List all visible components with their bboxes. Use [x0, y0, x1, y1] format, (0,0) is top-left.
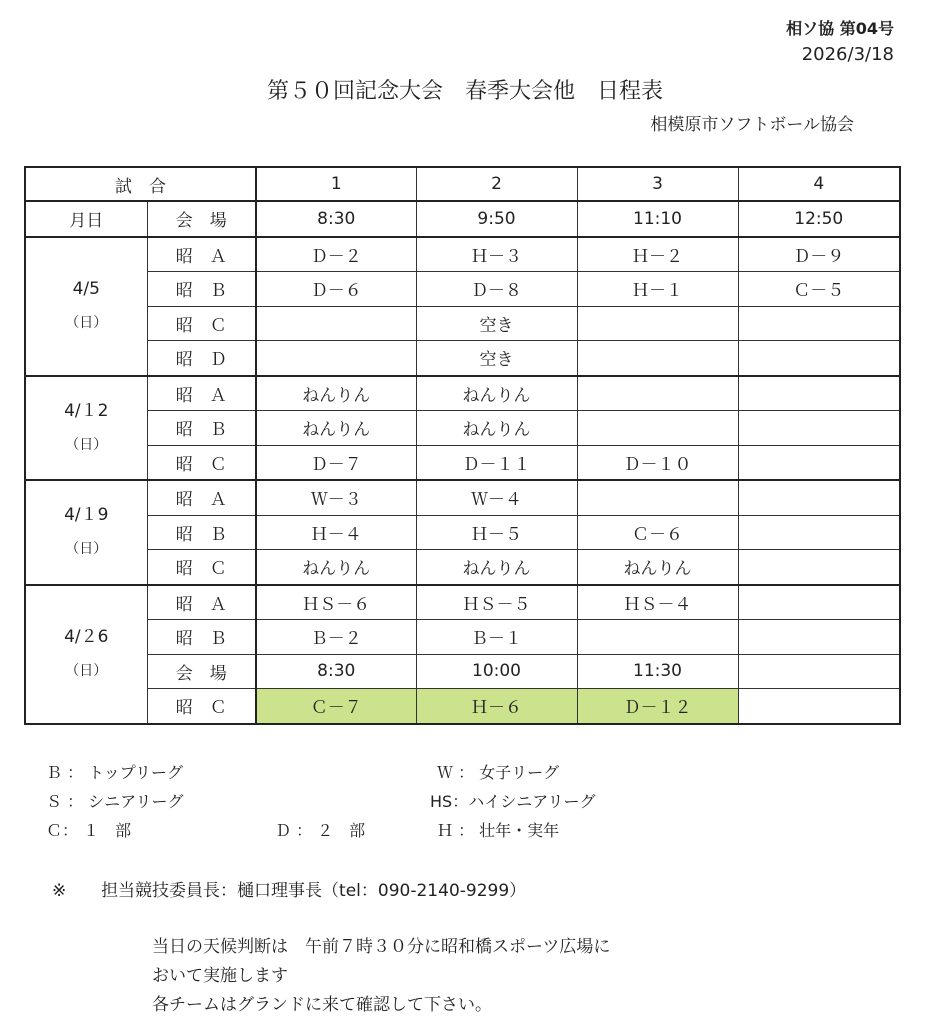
- venue-label: 会 場: [147, 201, 256, 237]
- start-time: 11:30: [577, 654, 738, 689]
- game-cell: [738, 585, 900, 620]
- game-cell: Ｗ－４: [416, 480, 577, 515]
- venue-cell: 昭 Ｃ: [147, 306, 256, 341]
- highlighted-game-cell: Ｄ－１２: [577, 689, 738, 724]
- venue-cell: 昭 Ｂ: [147, 411, 256, 446]
- day-date: 4/１2: [64, 400, 109, 421]
- game-cell: ねんりん: [416, 550, 577, 585]
- venue-cell: 昭 Ｄ: [147, 341, 256, 376]
- start-time: 8:30: [256, 654, 416, 689]
- game-cell: [738, 411, 900, 446]
- match-label: 試 合: [25, 167, 256, 201]
- game-cell: [577, 306, 738, 341]
- weather-notice-line2: おいて実施します: [152, 966, 288, 986]
- game-cell: ねんりん: [577, 550, 738, 585]
- time-row: [25, 201, 900, 237]
- day-date-cell: [25, 585, 147, 724]
- legend-b: Ｂ ： トップリーグ: [46, 763, 184, 782]
- game-cell: [738, 480, 900, 515]
- table-row: [25, 689, 900, 724]
- legend-d: Ｄ ： ２ 部: [275, 821, 366, 840]
- game-cell: Ｃ－５: [738, 272, 900, 307]
- date-label: 月日: [25, 201, 147, 237]
- game-cell: ＨＳ－４: [577, 585, 738, 620]
- day-date: 4/２6: [64, 627, 109, 647]
- venue-cell: 昭 Ｂ: [147, 272, 256, 307]
- start-time: 8:30: [256, 201, 416, 237]
- game-cell: Ｈ－１: [577, 272, 738, 307]
- start-time: [738, 654, 900, 689]
- day-of-week: （日）: [65, 315, 108, 331]
- game-cell: [256, 341, 416, 376]
- game-cell: 空き: [416, 306, 577, 341]
- document-date: 2026/3/18: [801, 44, 894, 65]
- game-cell: Ｂ－１: [416, 620, 577, 655]
- note-text: 担当競技委員長：樋口理事長（tel：090-2140-9299）: [101, 881, 527, 901]
- day-date: 4/１9: [64, 505, 109, 526]
- legend-s: Ｓ ： シニアリーグ: [46, 792, 184, 811]
- game-cell: [577, 480, 738, 515]
- start-time: 10:00: [416, 654, 577, 689]
- schedule-table: [24, 166, 901, 725]
- game-cell: ねんりん: [256, 550, 416, 585]
- venue-cell: 昭 Ｃ: [147, 689, 256, 724]
- venue-cell: 昭 Ｃ: [147, 445, 256, 480]
- game-cell: [738, 306, 900, 341]
- table-row: [25, 306, 900, 341]
- game-cell: [256, 306, 416, 341]
- venue-cell: 昭 Ｃ: [147, 550, 256, 585]
- game-cell: Ｈ－５: [416, 515, 577, 550]
- table-row: [25, 445, 900, 480]
- game-cell: [738, 620, 900, 655]
- start-time: 12:50: [738, 201, 900, 237]
- venue-label: 会 場: [147, 654, 256, 689]
- game-cell: Ｄ－２: [256, 237, 416, 272]
- venue-cell: 昭 Ｂ: [147, 620, 256, 655]
- match-number-row: [25, 167, 900, 201]
- day-date-cell: [25, 376, 147, 481]
- game-cell: Ｈ－３: [416, 237, 577, 272]
- note-mark: ※: [52, 881, 67, 901]
- table-row: [25, 550, 900, 585]
- table-row: [25, 237, 900, 272]
- venue-cell: 昭 Ａ: [147, 480, 256, 515]
- table-row: [25, 272, 900, 307]
- match-number: 2: [416, 167, 577, 201]
- match-number: 1: [256, 167, 416, 201]
- day-date-cell: [25, 480, 147, 585]
- day-date-cell: [25, 237, 147, 376]
- game-cell: [577, 620, 738, 655]
- table-row: [25, 515, 900, 550]
- venue-cell: 昭 Ａ: [147, 376, 256, 411]
- match-number: 4: [738, 167, 900, 201]
- weather-notice-line1: 当日の天候判断は 午前７時３０分に昭和橋スポーツ広場に: [152, 937, 611, 957]
- game-cell: 空き: [416, 341, 577, 376]
- venue-cell: 昭 Ａ: [147, 585, 256, 620]
- game-cell: ＨＳ－６: [256, 585, 416, 620]
- game-cell: ねんりん: [256, 411, 416, 446]
- game-cell: [577, 411, 738, 446]
- legend-h: Ｈ ： 壮年・実年: [437, 821, 560, 840]
- legend-c: Ｃ： １ 部: [46, 821, 132, 840]
- game-cell: ＨＳ－５: [416, 585, 577, 620]
- page-title: 第５０回記念大会 春季大会他 日程表: [266, 79, 663, 104]
- game-cell: ねんりん: [256, 376, 416, 411]
- table-row: [25, 480, 900, 515]
- game-cell: Ｗ－３: [256, 480, 416, 515]
- table-row: [25, 620, 900, 655]
- table-row: [25, 585, 900, 620]
- game-cell: [577, 376, 738, 411]
- table-row: [25, 411, 900, 446]
- time-row: [25, 654, 900, 689]
- day-date: 4/5: [72, 279, 100, 299]
- game-cell: Ｄ－６: [256, 272, 416, 307]
- document-number: 相ソ協 第04号: [786, 19, 894, 38]
- highlighted-game-cell: Ｃ－７: [256, 689, 416, 724]
- match-number: 3: [577, 167, 738, 201]
- highlighted-game-cell: Ｈ－６: [416, 689, 577, 724]
- day-of-week: （日）: [65, 663, 108, 679]
- legend-hs: HS：ハイシニアリーグ: [430, 792, 596, 811]
- venue-cell: 昭 Ａ: [147, 237, 256, 272]
- game-cell: [577, 341, 738, 376]
- game-cell: [738, 445, 900, 480]
- game-cell: Ｈ－２: [577, 237, 738, 272]
- game-cell: Ｄ－１０: [577, 445, 738, 480]
- start-time: 9:50: [416, 201, 577, 237]
- table-row: [25, 341, 900, 376]
- game-cell: Ｄ－８: [416, 272, 577, 307]
- game-cell: Ｄ－７: [256, 445, 416, 480]
- association-name: 相模原市ソフトボール協会: [650, 115, 854, 135]
- game-cell: Ｃ－６: [577, 515, 738, 550]
- game-cell: Ｂ－２: [256, 620, 416, 655]
- game-cell: ねんりん: [416, 376, 577, 411]
- game-cell: Ｄ－１１: [416, 445, 577, 480]
- game-cell: [738, 689, 900, 724]
- contact-note: [52, 876, 526, 901]
- game-cell: Ｄ－９: [738, 237, 900, 272]
- legend-w: Ｗ ： 女子リーグ: [437, 763, 560, 782]
- day-of-week: （日）: [65, 541, 108, 558]
- start-time: 11:10: [577, 201, 738, 237]
- game-cell: ねんりん: [416, 411, 577, 446]
- game-cell: [738, 550, 900, 585]
- game-cell: Ｈ－４: [256, 515, 416, 550]
- venue-cell: 昭 Ｂ: [147, 515, 256, 550]
- day-of-week: （日）: [65, 436, 108, 453]
- weather-notice-line3: 各チームはグランドに来て確認して下さい。: [152, 995, 492, 1015]
- game-cell: [738, 376, 900, 411]
- table-row: [25, 376, 900, 411]
- game-cell: [738, 341, 900, 376]
- game-cell: [738, 515, 900, 550]
